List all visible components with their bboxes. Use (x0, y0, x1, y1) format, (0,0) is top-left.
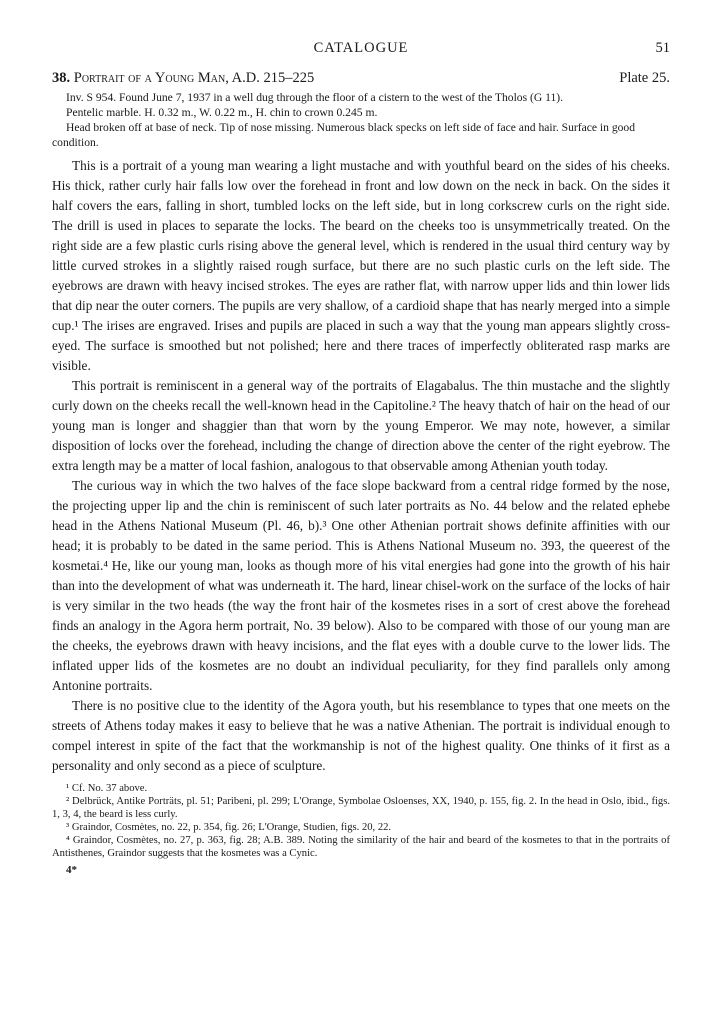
entry-metadata (52, 90, 670, 150)
paragraph: This is a portrait of a young man wearing a light mustache and with youthful beard on the sides of his cheeks. His thick, rather curly hair falls low over the forehead in front and low down on the neck in back. On the sides it half covers the ears, falling in short, tumbled locks on the left side, but in long corkscrew curls on the right side. The drill is used in places to separate the locks. The beard on the cheeks too is unsymmetrically treated. On the right side are a few plastic curls rising above the general level, which is rendered in the usual third century way by little curved strokes in a slightly raised rough surface, but there are no such plastic curls on the left side. The eyebrows are drawn with heavy incised strokes. The eyes are rather flat, with narrow upper lids and thin lower lids that dip near the outer corners. The pupils are very shallow, of a cardioid shape that has nearly merged into a simple cup.¹ The irises are engraved. Irises and pupils are placed in such a way that the young man appears slightly cross-eyed. The surface is smoothed but not polished; here and there traces of imperfectly obliterated rasp marks are visible. (52, 158, 670, 373)
footnote: ² Delbrück, Antike Porträts, pl. 51; Paribeni, pl. 299; L'Orange, Symbolae Osloenses, XX, 1940, p. 155, fig. 2. In the head in Oslo, ibid., figs. 1, 3, 4, the beard is less curly. (52, 796, 670, 820)
material-line: Pentelic marble. H. 0.32 m., W. 0.22 m., H. chin to crown 0.245 m. (66, 106, 378, 119)
page-number: 51 (655, 40, 670, 56)
running-head (52, 40, 670, 62)
footnotes (52, 782, 670, 860)
body-text (52, 156, 670, 776)
paragraph: The curious way in which the two halves of the face slope backward from a central ridge formed by the nose, the projecting upper lip and the chin is reminiscent of such later portraits as No. 44 below and the related ephebe head in the Athens National Museum (Pl. 46, b).³ One other Athenian portrait shows definite affinities with our head; it is probably to be dated in the same period. This is Athens National Museum no. 393, the queerest of the kosmetai.⁴ He, like our young man, looks as though more of his vital energies had gone into the growth of his hair than into the development of what was underneath it. The hard, linear chisel-work on the surface of the locks of hair is very similar in the two heads (the way the front hair of the kosmetes rises in a sort of crest above the forehead finds an analogy in the Agora herm portrait, No. 39 below). Also to be compared with those of our young man are the cheeks, the eyebrows drawn with heavy incisions, and the flat eyes with a double curve to the lower lids. The inflated upper lids of the kosmetes are no doubt an individual peculiarity, for they find parallels only among Antonine portraits. (52, 478, 670, 693)
plate-reference: Plate 25. (619, 70, 670, 86)
footnote: ³ Graindor, Cosmètes, no. 22, p. 354, fig. 26; L'Orange, Studien, figs. 20, 22. (66, 822, 392, 833)
entry-number: 38. (52, 70, 71, 86)
footnote: ¹ Cf. No. 37 above. (66, 783, 148, 794)
paragraph: This portrait is reminiscent in a general way of the portraits of Elagabalus. The thin mustache and the slightly curly down on the cheeks recall the well-known head in the Capitoline.² The heavy thatch of hair on the head of our young man is longer and shaggier than that worn by the young Emperor. We may note, however, a similar disposition of locks over the forehead, including the change of direction above the center of the right eyebrow. The extra length may be a matter of local fashion, analogous to that observable among Athenian youth today. (52, 378, 670, 473)
entry-title: Portrait of a Young Man, A.D. 215–225 (73, 70, 315, 86)
signature-mark: 4* (66, 864, 77, 876)
footnote: ⁴ Graindor, Cosmètes, no. 27, p. 363, fig. 28; A.B. 389. Noting the similarity of the hair and beard of the kosmetes to that in the portraits of Antisthenes, Graindor suggests that the kosmetes was a Cynic. (52, 835, 670, 859)
page (52, 40, 670, 876)
condition-line: Head broken off at base of neck. Tip of nose missing. Numerous black specks on left side of face and hair. Surface in good condition. (52, 121, 636, 149)
paragraph: There is no positive clue to the identity of the Agora youth, but his resemblance to types that one meets on the streets of Athens today makes it easy to believe that he was a native Athenian. The portrait is individual enough to compel interest in spite of the fact that the workmanship is not of the highest quality. One thinks of it first as a personality and only second as a piece of sculpture. (52, 698, 670, 773)
running-title: CATALOGUE (313, 40, 409, 56)
entry-title-line (52, 70, 314, 87)
inventory-line: Inv. S 954. Found June 7, 1937 in a well dug through the floor of a cistern to the west of the Tholos (G 11). (66, 91, 564, 104)
entry-heading (52, 70, 670, 87)
